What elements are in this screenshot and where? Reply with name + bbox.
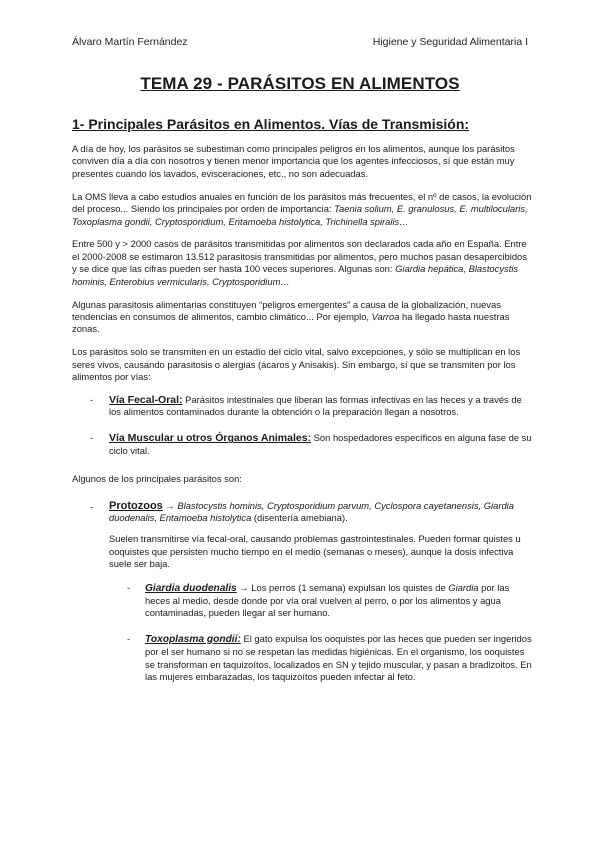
bullet-dash: - [90,500,94,512]
document-title: TEMA 29 - PARÁSITOS EN ALIMENTOS [140,74,460,93]
species-list: Blastocystis hominis, Cryptosporidium parvum, Cyclospora cayetanensis, Giardia duodenalis, Entamoeba histolytica [109,499,514,523]
bullet-dash: - [90,432,94,444]
route-muscular [72,432,534,457]
route-description: Son hospedadores específicos en alguna fase de su ciclo vital. [109,432,532,456]
route-term: Vía Muscular u otros Órganos Animales: [109,432,312,445]
paragraph-intro: A día de hoy, los parásitos se subestiman como principales peligros en los alimentos, aunque los parásitos conviven día a día con nosotros y tienen menor importancia que los agentes infecciosos, sí que están muy presentes cuando los lavados, evisceraciones, etc., no son adecuadas. [72,143,515,179]
species-name: Giardia [448,581,479,593]
paragraph-oms: La OMS lleva a cabo estudios anuales en función de los parásitos más frecuentes, el nº de casos, la evolución del proceso... Siendo los principales por orden de importancia: Taenia solium, E. granulosus, E. multilocularis, Toxoplasma gondii, Cryptosporidium, Entamoeba histolytica, Trichinella spiralis… [72,190,532,227]
section-heading: 1- Principales Parásitos en Alimentos. Vías de Transmisión: [72,116,470,132]
author-name: Álvaro Martín Fernández [72,36,188,48]
arrow-glyph: → [162,499,178,511]
species-term: Giardia duodenalis [145,582,237,594]
species-name: Varroa [371,310,400,322]
course-name: Higiene y Seguridad Alimentaria I [372,36,528,48]
species-term: Toxoplasma gondii: [145,633,241,645]
route-term: Vía Fecal-Oral: [109,393,183,406]
arrow-glyph: → [236,581,252,593]
paragraph-emerging: Algunas parasitosis alimentarias constituyen “peligros emergentes” a causa de la globalización, nuevas tendencias en consumos de alimentos, cambio climático... Por ejemplo, Varroa ha llegado hasta nuestras zonas. [72,298,510,335]
paragraph-main-parasites: Algunos de los principales parásitos son: [72,473,242,485]
route-fecal-oral [72,394,534,419]
group-protozoos [72,500,534,684]
bullet-dash: - [127,581,131,593]
paragraph-spain-cases: Entre 500 y > 2000 casos de parásitos transmitidas por alimentos son declarados cada año en España. Entre el 2000-2008 se estimaron 13.512 parasitosis transmitidas por alimentos, pero muchos pasan desapercibidos y se dice que las cifras pueden ser hasta 100 veces superiores. Algunas son: Giardia hepática, Blastocystis hominis, Enterobius vermicularis, Cryptosporidium… [72,238,527,287]
species-list: Giardia hepática, Blastocystis hominis, Enterobius vermicularis, Cryptosporidium… [72,263,519,287]
paragraph-transmission: Los parásitos solo se transmiten en un estadío del ciclo vital, salvo excepciones, y sólo se multiplican en los seres vivos, causando parasitosis o alergias (ácaros y Anisakis). Sin embargo, sí que se transmiten por los alimentos por vías: [72,346,521,383]
bullet-dash: - [90,393,94,405]
document-body [72,143,534,683]
bullet-dash: - [127,632,131,644]
group-term: Protozoos [109,499,163,512]
species-list: Taenia solium, E. granulosus, E. multilocularis, Toxoplasma gondii, Cryptosporidium, Entamoeba histolytica, Trichinella spiralis… [72,203,528,227]
route-description: Parásitos intestinales que liberan las formas infectivas en las heces y a través de los alimentos contaminados durante la obtención o la preparación llegan a nosotros. [109,393,522,417]
protozoos-definition: Protozoos → Blastocystis hominis, Cryptosporidium parvum, Cyclospora cayetanensis, Giardia duodenalis, Entamoeba histolytica (disentería amebiana). [109,499,514,523]
item-giardia: - Giardia duodenalis → Los perros (1 semana) expulsan los quistes de Giardia por las heces al medio, desde donde por vía oral vuelven al perro, o por los alimentos y agua contaminadas, pueden llegar al ser humano. [127,581,510,619]
species-description: El gato expulsa los ooquistes por las heces que pueden ser ingeridos por el ser humano si no se respetan las medidas higiénicas. En el organismo, los ooquistes se transforman en taquizoítos, localizados en SN y tejido muscular, y pasan a bradizoitos. En las mujeres embarazadas, los taquizoítos pueden infectar al feto. [145,632,532,682]
item-toxoplasma [109,633,534,684]
protozoos-note: Suelen transmitirse vía fecal-oral, causando problemas gastrointestinales. Pueden formar quistes u ooquistes que persisten mucho tiempo en el medio (semanas o meses), aunque la dosis infectiva suele ser baja. [109,533,521,570]
page-header [72,36,528,50]
